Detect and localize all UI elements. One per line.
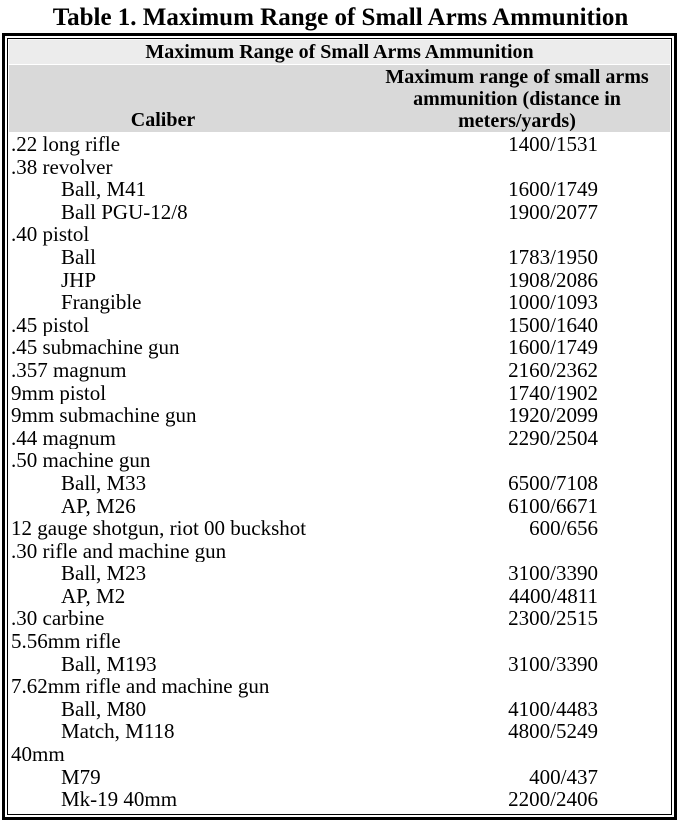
range-cell: 1908/2086 <box>508 268 598 292</box>
caliber-cell: Ball, M23 <box>61 562 147 585</box>
caliber-cell: Mk-19 40mm <box>61 788 178 811</box>
caliber-cell: AP, M26 <box>61 494 136 518</box>
caliber-cell: Ball PGU-12/8 <box>61 200 188 224</box>
caliber-cell: Ball, M80 <box>61 697 147 721</box>
table-row <box>8 607 671 630</box>
caliber-cell: 9mm submachine gun <box>11 404 197 427</box>
table-row <box>8 404 671 427</box>
range-cell: 4100/4483 <box>508 697 598 721</box>
caliber-cell: 5.56mm rifle <box>11 630 121 653</box>
range-cell: 1900/2077 <box>508 200 598 224</box>
range-cell: 4400/4811 <box>508 584 598 608</box>
range-cell: 2200/2406 <box>508 788 598 811</box>
range-cell: 4800/5249 <box>508 720 598 744</box>
range-cell: 3100/3390 <box>508 562 598 585</box>
column-header-row <box>9 65 670 132</box>
table-row <box>8 698 671 721</box>
table-row <box>8 675 671 698</box>
range-cell: 1600/1749 <box>508 336 598 359</box>
caliber-cell: .50 machine gun <box>11 449 151 472</box>
caliber-cell: .40 pistol <box>11 223 90 246</box>
table-row <box>8 653 671 676</box>
range-cell <box>441 449 671 472</box>
range-header-line: ammunition (distance in <box>413 88 621 110</box>
table-row <box>8 246 671 269</box>
table-row <box>8 449 671 472</box>
range-header-line: Maximum range of small arms <box>385 66 649 88</box>
table-row <box>8 495 671 518</box>
table-row <box>8 720 671 743</box>
range-column-header <box>317 65 670 132</box>
caliber-cell: JHP <box>61 268 97 292</box>
table-row <box>8 540 671 563</box>
caliber-cell: .44 magnum <box>11 426 116 450</box>
ammo-range-table <box>2 33 677 820</box>
range-cell: 1000/1093 <box>508 291 598 314</box>
table-row <box>8 766 671 789</box>
table-row <box>8 201 671 224</box>
table-row <box>8 517 671 540</box>
table-row <box>8 314 671 337</box>
caliber-cell: Frangible <box>61 291 142 314</box>
range-cell <box>441 156 671 179</box>
caliber-cell: Ball, M41 <box>61 178 147 201</box>
range-cell <box>441 540 671 563</box>
table-caption-row: Maximum Range of Small Arms Ammunition <box>9 40 670 64</box>
caliber-cell: .45 pistol <box>11 313 90 337</box>
range-cell: 1920/2099 <box>508 404 598 427</box>
table-row <box>8 427 671 450</box>
range-cell: 1783/1950 <box>508 245 598 269</box>
table-row <box>8 359 671 382</box>
table-row <box>8 788 671 811</box>
table-row <box>8 223 671 246</box>
table-row <box>8 336 671 359</box>
range-cell: 600/656 <box>529 517 598 540</box>
table-inner-border <box>7 38 672 815</box>
range-cell: 2290/2504 <box>508 426 598 450</box>
caliber-cell: .357 magnum <box>11 358 127 382</box>
caliber-cell: .45 submachine gun <box>11 336 180 359</box>
range-cell: 400/437 <box>529 765 598 789</box>
range-cell <box>441 630 671 653</box>
caliber-cell: .22 long rifle <box>11 133 121 156</box>
caliber-cell: Ball, M33 <box>61 471 147 495</box>
caliber-cell: .30 carbine <box>11 607 105 631</box>
range-cell <box>441 223 671 246</box>
caliber-cell: Ball <box>61 245 96 269</box>
caliber-cell: 40mm <box>11 743 65 766</box>
table-row <box>8 156 671 179</box>
range-cell: 1600/1749 <box>508 178 598 201</box>
range-cell: 1740/1902 <box>508 381 598 405</box>
table-row <box>8 630 671 653</box>
caliber-cell: AP, M2 <box>61 584 126 608</box>
table-row <box>8 743 671 766</box>
caliber-cell: Ball, M193 <box>61 652 157 676</box>
table-row <box>8 585 671 608</box>
caliber-cell: 9mm pistol <box>11 381 107 405</box>
range-cell: 1500/1640 <box>508 313 598 337</box>
range-cell: 2300/2515 <box>508 607 598 631</box>
caliber-cell: Match, M118 <box>61 720 175 744</box>
range-header-line: meters/yards) <box>458 110 576 132</box>
caliber-column-header: Caliber <box>130 109 196 131</box>
caliber-cell: M79 <box>61 765 101 789</box>
table-row <box>8 382 671 405</box>
range-cell: 6500/7108 <box>508 471 598 495</box>
range-cell: 6100/6671 <box>508 494 598 518</box>
range-cell <box>441 675 671 698</box>
caliber-cell: .30 rifle and machine gun <box>11 539 227 563</box>
range-cell: 1400/1531 <box>508 133 598 156</box>
caliber-cell: 7.62mm rifle and machine gun <box>11 675 270 698</box>
caliber-cell: .38 revolver <box>11 155 113 179</box>
table-row <box>8 178 671 201</box>
caliber-cell: 12 gauge shotgun, riot 00 buckshot <box>11 517 307 540</box>
table-title: Table 1. Maximum Range of Small Arms Ammunition <box>52 4 629 31</box>
table-row <box>8 472 671 495</box>
table-body <box>8 133 671 814</box>
range-cell: 2160/2362 <box>508 358 598 382</box>
range-cell: 3100/3390 <box>508 652 598 676</box>
table-row <box>8 562 671 585</box>
table-row <box>8 291 671 314</box>
table-row <box>8 133 671 156</box>
table-row <box>8 269 671 292</box>
range-cell <box>441 743 671 766</box>
